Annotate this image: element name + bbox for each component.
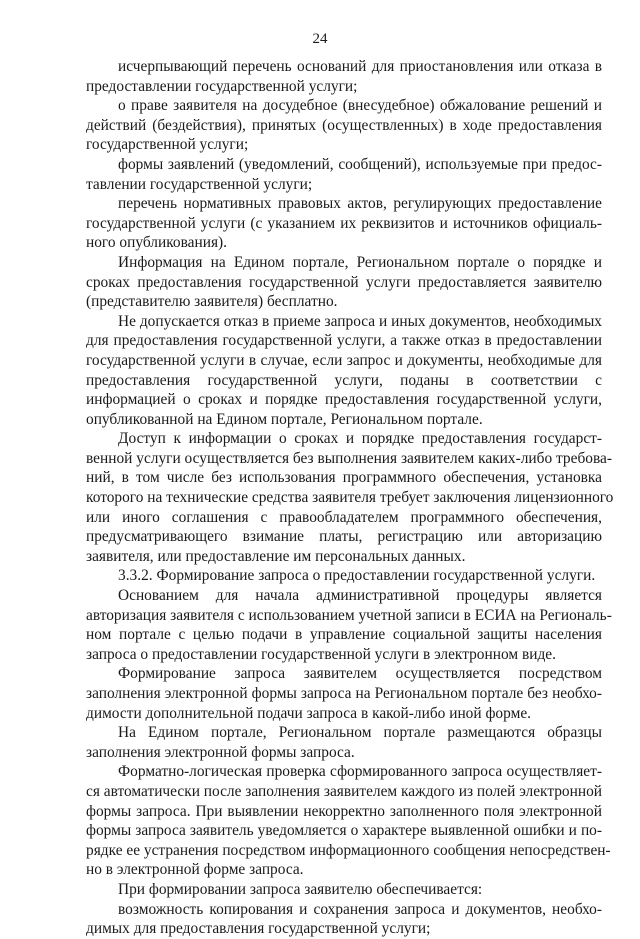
- paragraph-line: государственной услуги в случае, если запрос и документы, необходимые для: [86, 351, 602, 369]
- paragraph-line: димых для предоставления государственной услуги;: [86, 920, 431, 938]
- paragraph-line: которого на технические средства заявителя требует заключения лицензионного: [86, 489, 614, 507]
- paragraph-line: предоставлении государственной услуги;: [86, 77, 358, 95]
- paragraph-line: возможность копирования и сохранения запроса и документов, необхо-: [118, 900, 602, 918]
- document-body: [86, 57, 614, 939]
- paragraph-line: Доступ к информации о сроках и порядке предоставления государст-: [118, 430, 602, 448]
- paragraph: [86, 96, 602, 155]
- paragraph-line: формы запроса заявитель уведомляется о характере выявленной ошибки и по-: [86, 822, 602, 840]
- paragraph-line: ного опубликования).: [86, 234, 228, 252]
- paragraph-line: для предоставления государственной услуги, а также отказ в предоставлении: [86, 332, 602, 350]
- paragraph-line: заполнения электронной формы запроса.: [86, 743, 355, 761]
- paragraph: [86, 429, 614, 566]
- paragraph-line: государственной услуги (с указанием их реквизитов и источников официаль-: [86, 214, 602, 232]
- paragraph-line: димости дополнительной подачи запроса в какой-либо иной форме.: [86, 704, 532, 722]
- paragraph: [86, 155, 602, 194]
- paragraph: [86, 194, 602, 253]
- paragraph-line: действий (бездействия), принятых (осуществленных) в ходе предоставления: [86, 116, 602, 134]
- paragraph-line: 3.3.2. Формирование запроса о предоставлении государственной услуги.: [118, 567, 596, 585]
- paragraph-line: ний, в том числе без использования программного обеспечения, установка: [86, 469, 602, 487]
- paragraph: [86, 312, 602, 430]
- paragraph-line: государственной услуги;: [86, 136, 249, 154]
- paragraph-line: тавлении государственной услуги;: [86, 175, 313, 193]
- paragraph-line: опубликованной на Едином портале, Региональном портале.: [86, 410, 483, 428]
- paragraph-line: (представителю заявителя) бесплатно.: [86, 293, 338, 311]
- paragraph: [86, 723, 602, 762]
- paragraph-line: авторизация заявителя с использованием учетной записи в ЕСИА на Региональ-: [86, 606, 612, 624]
- paragraph-line: Форматно-логическая проверка сформированного запроса осуществляет-: [118, 763, 602, 781]
- paragraph-line: На Едином портале, Региональном портале размещаются образцы: [118, 724, 602, 742]
- paragraph-line: исчерпывающий перечень оснований для приостановления или отказа в: [118, 58, 602, 75]
- paragraph-line: но в электронной форме запроса.: [86, 861, 304, 879]
- paragraph: [86, 57, 602, 96]
- paragraph-line: информацией о сроках и порядке предоставления государственной услуги,: [86, 391, 602, 409]
- paragraph-line: или иного соглашения с правообладателем программного обеспечения,: [86, 508, 602, 526]
- paragraph: [86, 253, 602, 312]
- paragraph: [86, 566, 602, 586]
- paragraph-line: ся автоматически после заполнения заявителем каждого из полей электронной: [86, 782, 603, 800]
- paragraph: [86, 664, 602, 723]
- paragraph-line: перечень нормативных правовых актов, регулирующих предоставление: [118, 195, 602, 213]
- paragraph-line: формы заявлений (уведомлений, сообщений), используемые при предос-: [118, 155, 602, 173]
- page-number: 24: [312, 31, 328, 47]
- paragraph-line: Не допускается отказ в приеме запроса и иных документов, необходимых: [118, 312, 602, 330]
- paragraph-line: предоставления государственной услуги, поданы в соответствии с: [86, 371, 602, 389]
- paragraph-line: сроках предоставления государственной услуги предоставляется заявителю: [86, 273, 602, 291]
- paragraph-line: Формирование запроса заявителем осуществляется посредством: [118, 665, 602, 683]
- paragraph-line: ном портале с целью подачи в управление социальной защиты населения: [86, 626, 602, 644]
- paragraph-line: Информация на Едином портале, Региональном портале о порядке и: [118, 253, 602, 271]
- paragraph-line: рядке ее устранения посредством информационного сообщения непосредствен-: [86, 841, 611, 859]
- paragraph-line: Основанием для начала административной процедуры является: [118, 587, 602, 605]
- paragraph-line: заполнения электронной формы запроса на Региональном портале без необхо-: [86, 685, 602, 702]
- paragraph-line: венной услуги осуществляется без выполнения заявителем каких-либо требова-: [86, 449, 613, 467]
- paragraph: [86, 586, 612, 664]
- paragraph-line: При формировании запроса заявителю обеспечивается:: [118, 880, 483, 898]
- paragraph-line: предусматривающего взимание платы, регистрацию или авторизацию: [86, 528, 602, 546]
- paragraph: [86, 900, 602, 939]
- paragraph-line: заявителя, или предоставление им персональных данных.: [86, 547, 466, 565]
- paragraph-line: запроса о предоставлении государственной услуги в электронном виде.: [86, 645, 556, 663]
- paragraph-line: о праве заявителя на досудебное (внесудебное) обжалование решений и: [118, 97, 602, 115]
- paragraph-line: формы запроса. При выявлении некорректно заполненного поля электронной: [86, 802, 602, 820]
- paragraph: [86, 880, 602, 900]
- paragraph: [86, 762, 611, 880]
